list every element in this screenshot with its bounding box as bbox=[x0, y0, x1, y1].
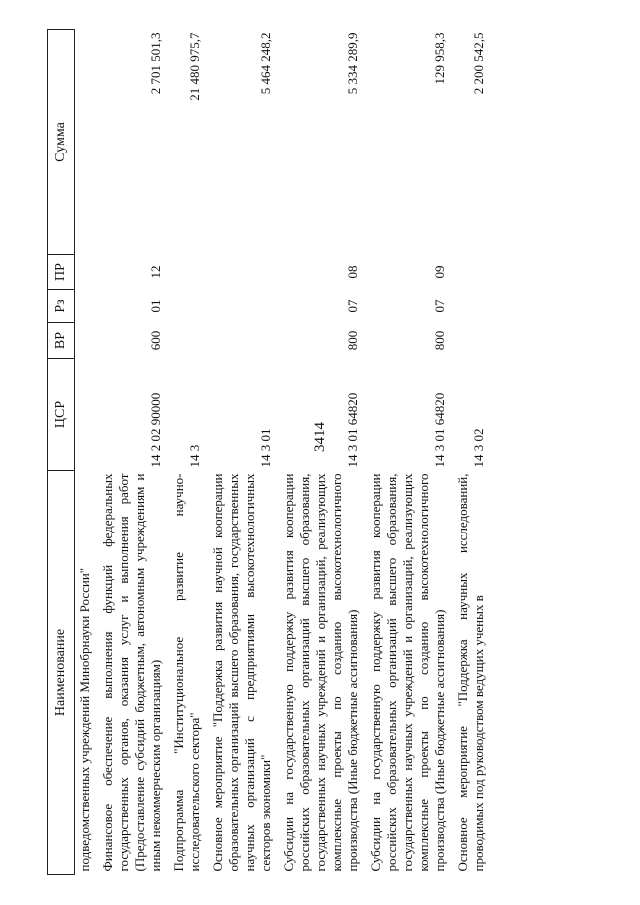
row-vr bbox=[448, 323, 487, 359]
table-row bbox=[274, 30, 361, 875]
row-sum: 5 334 289,9 bbox=[345, 32, 360, 95]
row-name: Финансовое обеспечение выполнения функций федеральных государственных органов, оказания услуг и выполнения работ (Предоставление субсидий бюджетным, автономным учреждениям и иным некоммерческим организациям) bbox=[100, 473, 163, 872]
row-rz bbox=[448, 290, 487, 323]
page-number: 3414 bbox=[312, 422, 328, 452]
table-row bbox=[448, 30, 487, 875]
rotated-page-content bbox=[47, 30, 597, 875]
header-csr: ЦСР bbox=[48, 359, 75, 471]
row-pr: 08 bbox=[345, 265, 360, 279]
table-row bbox=[164, 30, 203, 875]
row-csr bbox=[75, 359, 94, 471]
row-csr: 14 3 01 bbox=[258, 428, 273, 468]
row-name: Основное мероприятие "Поддержка научных исследований, проводимых под руководством ведущих ученых в bbox=[455, 473, 486, 872]
row-pr: 12 bbox=[148, 265, 163, 279]
row-vr bbox=[75, 323, 94, 359]
row-name: Субсидии на государственную поддержку развития кооперации российских образовательных организаций высшего образования, государственных научных учреждений и организаций, реализующих комплексные проекты по созданию высокотехнологичного производства (Иные бюджетные ассигнования) bbox=[368, 473, 447, 872]
row-vr bbox=[203, 323, 274, 359]
row-vr bbox=[164, 323, 203, 359]
row-sum: 129 958,3 bbox=[432, 32, 447, 85]
row-csr: 14 2 02 90000 bbox=[148, 392, 163, 468]
row-pr bbox=[164, 255, 203, 290]
row-csr: 14 3 01 64820 bbox=[432, 392, 447, 468]
row-sum: 2 200 542,5 bbox=[471, 32, 486, 95]
row-vr: 600 bbox=[148, 330, 163, 351]
row-pr: 09 bbox=[432, 265, 447, 279]
row-sum bbox=[75, 30, 94, 255]
row-vr: 800 bbox=[345, 330, 360, 351]
table-row bbox=[361, 30, 448, 875]
header-pr: ПР bbox=[48, 255, 75, 290]
budget-table bbox=[47, 29, 487, 875]
row-name: Субсидии на государственную поддержку развития кооперации российских образовательных организаций высшего образования, государственных научных учреждений и организаций, реализующих комплексные проекты по созданию высокотехнологичного производства (Иные бюджетные ассигнования) bbox=[281, 473, 360, 872]
header-rz: Рз bbox=[48, 290, 75, 323]
table-row bbox=[203, 30, 274, 875]
row-rz bbox=[203, 290, 274, 323]
row-name: Подпрограмма "Институциональное развитие научно-исследовательского сектора" bbox=[171, 473, 202, 872]
row-rz: 01 bbox=[148, 299, 163, 313]
row-csr: 14 3 01 64820 bbox=[345, 392, 360, 468]
row-sum: 21 480 975,7 bbox=[187, 32, 202, 101]
row-rz: 07 bbox=[432, 299, 447, 313]
row-rz bbox=[164, 290, 203, 323]
table-row bbox=[93, 30, 164, 875]
header-name: Наименование bbox=[48, 471, 75, 875]
row-name: Основное мероприятие "Поддержка развития научной кооперации образовательных организаций высшего образования, государственных научных организаций с предприятиями высокотехнологичных секторов экономики" bbox=[210, 473, 273, 872]
table-row bbox=[75, 30, 94, 875]
row-rz bbox=[75, 290, 94, 323]
row-pr bbox=[203, 255, 274, 290]
row-name: подведомственных учреждений Минобрнауки России" bbox=[77, 567, 92, 872]
row-sum: 5 464 248,2 bbox=[258, 32, 273, 95]
row-sum: 2 701 501,3 bbox=[148, 32, 163, 95]
header-vr: ВР bbox=[48, 323, 75, 359]
row-csr: 14 3 02 bbox=[471, 428, 486, 468]
row-csr: 14 3 bbox=[187, 444, 202, 468]
row-pr bbox=[75, 255, 94, 290]
row-vr: 800 bbox=[432, 330, 447, 351]
row-pr bbox=[448, 255, 487, 290]
table-header-row bbox=[48, 30, 75, 875]
row-rz: 07 bbox=[345, 299, 360, 313]
header-sum: Сумма bbox=[48, 30, 75, 255]
